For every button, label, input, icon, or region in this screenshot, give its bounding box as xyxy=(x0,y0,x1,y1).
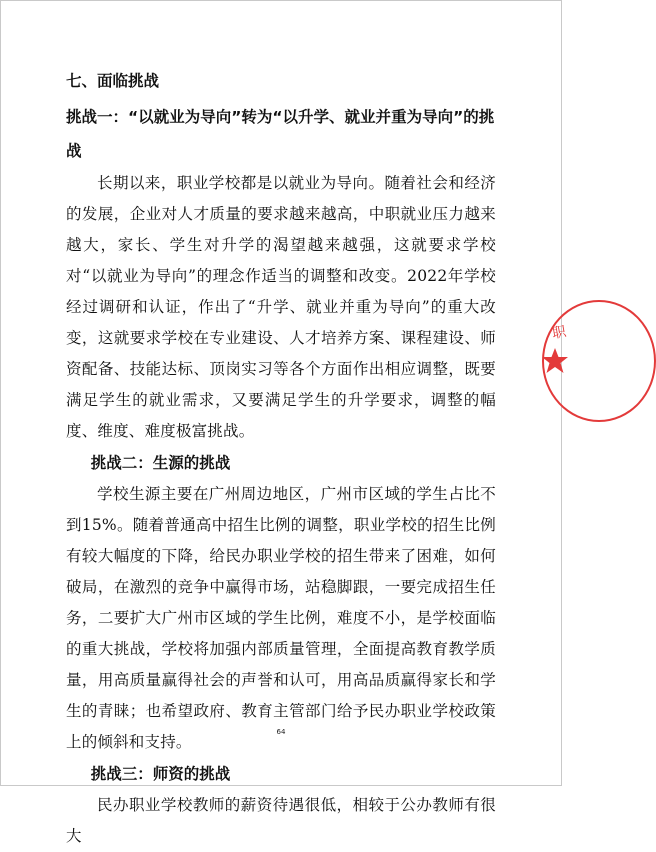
challenge-2-heading: 挑战二：生源的挑战 xyxy=(90,454,231,472)
challenge-2-paragraph: 学校生源主要在广州周边地区，广州市区域的学生占比不到15%。随着普通高中招生比例的调整，职业学校的招生比例有较大幅度的下降，给民办职业学校的招生带来了困难，如何破局，在激烈的竞争中赢得市场，站稳脚跟，一要完成招生任务，二要扩大广州市区域的学生比例，难度不小，是学校面临的重大挑战，学校将加强内部质量管理，全面提高教育教学质量，用高质量赢得社会的声誉和认可，用高品质赢得家长和学生的青睐；也希望政府、教育主管部门给予民办职业学校政策上的倾斜和支持。 xyxy=(66,485,496,751)
challenge-3-heading: 挑战三：师资的挑战 xyxy=(90,765,231,783)
seal-star-icon xyxy=(540,346,570,376)
section-title: 七、面临挑战 xyxy=(66,72,160,90)
seal-character: 职 xyxy=(550,323,568,343)
page-number: 64 xyxy=(276,728,286,736)
official-seal xyxy=(534,300,568,420)
challenge-3-paragraph: 民办职业学校教师的薪资待遇很低，相较于公办教师有很大 xyxy=(66,796,496,845)
challenge-1-heading: 挑战一：“以就业为导向”转为“以升学、就业并重为导向”的挑战 xyxy=(66,108,495,160)
challenge-1-paragraph: 长期以来，职业学校都是以就业为导向。随着社会和经济的发展，企业对人才质量的要求越来越高，中职就业压力越来越大，家长、学生对升学的渴望越来越强，这就要求学校对“以就业为导向”的理念作适当的调整和改变。2022年学校经过调研和认证，作出了“升学、就业并重为导向”的重大改变，这就要求学校在专业建设、人才培养方案、课程建设、师资配备、技能达标、顶岗实习等各个方面作出相应调整，既要满足学生的就业需求，又要满足学生的升学要求，调整的幅度、维度、难度极富挑战。 xyxy=(66,174,496,440)
